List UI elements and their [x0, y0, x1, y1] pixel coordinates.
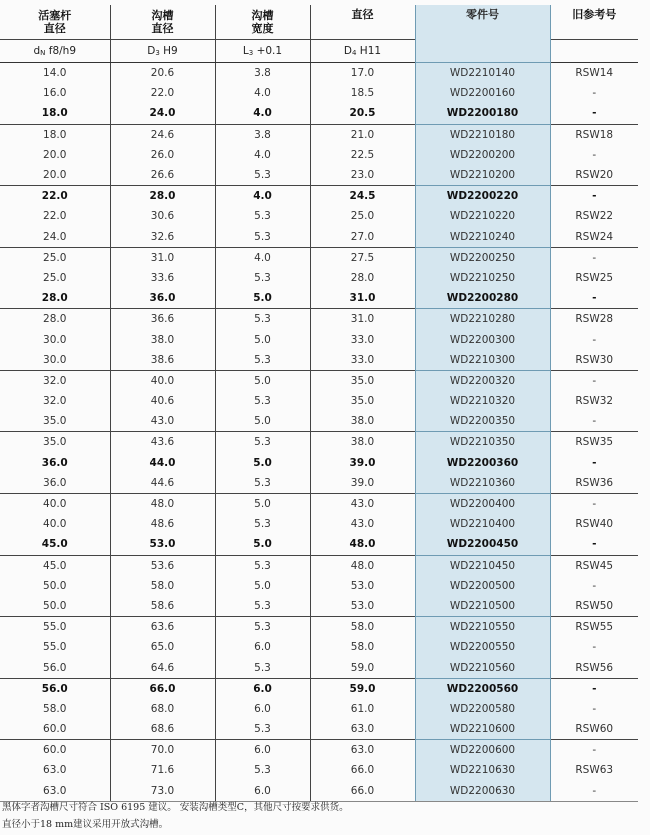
cell-diameter-d4: 18.5 [310, 83, 415, 103]
cell-groove-diameter: 26.6 [110, 165, 215, 186]
cell-rod-diameter: 58.0 [43, 702, 67, 715]
cell-old-reference: - [550, 678, 638, 699]
table-row [0, 329, 638, 349]
table-row [0, 576, 638, 596]
cell-old-reference: RSW22 [550, 206, 638, 226]
cell-rod-diameter: 22.0 [43, 210, 67, 223]
cell-part-number: WD2200350 [415, 411, 550, 432]
cell-groove-diameter: 22.0 [110, 83, 215, 103]
cell-groove-diameter: 73.0 [110, 781, 215, 802]
cell-rod-diameter: 36.0 [41, 456, 68, 469]
cell-old-reference: RSW35 [550, 432, 638, 453]
cell-rod-diameter: 20.0 [43, 169, 67, 182]
table-row [0, 227, 638, 248]
cell-part-number: WD2210350 [415, 432, 550, 453]
cell-part-number: WD2200500 [415, 576, 550, 596]
header-groove-width: 沟槽 宽度 [215, 5, 310, 40]
cell-old-reference: RSW24 [550, 227, 638, 248]
cell-groove-width: 5.3 [215, 268, 310, 288]
cell-groove-diameter: 32.6 [110, 227, 215, 248]
cell-part-number: WD2210250 [415, 268, 550, 288]
table-row [0, 124, 638, 145]
cell-groove-diameter: 31.0 [110, 247, 215, 268]
table-row [0, 555, 638, 576]
cell-groove-width: 5.3 [215, 473, 310, 494]
cell-groove-diameter: 44.0 [110, 453, 215, 473]
cell-part-number: WD2210630 [415, 760, 550, 780]
cell-groove-diameter: 53.0 [110, 534, 215, 555]
cell-old-reference: - [550, 247, 638, 268]
table-row [0, 288, 638, 309]
header-rod-diameter: 活塞杆 直径 [38, 9, 72, 35]
cell-groove-width: 5.0 [215, 576, 310, 596]
cell-groove-diameter: 48.6 [110, 514, 215, 534]
table-row [0, 760, 638, 780]
cell-rod-diameter: 56.0 [0, 678, 110, 699]
cell-groove-diameter: 58.6 [110, 596, 215, 617]
cell-groove-diameter: 43.0 [110, 411, 215, 432]
cell-groove-width: 6.0 [215, 678, 310, 699]
cell-groove-width: 4.0 [215, 83, 310, 103]
cell-groove-width: 6.0 [215, 637, 310, 657]
cell-diameter-d4: 43.0 [310, 514, 415, 534]
symbol-d4: $D_4$ H11 [310, 40, 415, 63]
footnote-iso: 黑体字者沟槽尺寸符合 ISO 6195 建议。 安装沟槽类型C，其他尺寸按要求供货。 [2, 802, 349, 813]
cell-diameter-d4: 59.0 [310, 678, 415, 699]
table-row [0, 370, 638, 391]
cell-groove-diameter: 44.6 [110, 473, 215, 494]
cell-part-number: WD2200200 [415, 145, 550, 165]
cell-groove-width: 5.0 [215, 453, 310, 473]
cell-old-reference: RSW60 [550, 719, 638, 740]
symbol-ref-blank [550, 40, 638, 63]
cell-rod-diameter: 28.0 [0, 309, 110, 330]
table-row [0, 617, 638, 638]
cell-rod-diameter: 40.0 [0, 493, 110, 514]
table-row [0, 391, 638, 411]
cell-old-reference: RSW30 [550, 350, 638, 371]
cell-groove-width: 3.8 [215, 63, 310, 84]
cell-part-number: WD2200180 [415, 103, 550, 124]
cell-rod-diameter: 35.0 [43, 415, 67, 428]
cell-old-reference: - [550, 186, 638, 207]
footnotes [2, 799, 349, 833]
cell-diameter-d4: 31.0 [310, 288, 415, 309]
cell-groove-width: 5.3 [215, 227, 310, 248]
cell-groove-diameter: 58.0 [110, 576, 215, 596]
table-row [0, 206, 638, 226]
cell-rod-diameter: 25.0 [43, 271, 67, 284]
cell-diameter-d4: 22.5 [310, 145, 415, 165]
cell-part-number: WD2210560 [415, 657, 550, 678]
cell-groove-diameter: 30.6 [110, 206, 215, 226]
cell-diameter-d4: 53.0 [310, 596, 415, 617]
cell-old-reference: - [550, 83, 638, 103]
cell-old-reference: - [550, 145, 638, 165]
cell-rod-diameter: 40.0 [43, 518, 67, 531]
footnote-open-groove: 直径小于18 mm建议采用开放式沟槽。 [2, 819, 169, 830]
cell-old-reference: RSW45 [550, 555, 638, 576]
cell-groove-width: 3.8 [215, 124, 310, 145]
cell-diameter-d4: 21.0 [310, 124, 415, 145]
symbol-dn: $d_N$ f8/h9 [0, 40, 110, 63]
cell-groove-diameter: 33.6 [110, 268, 215, 288]
cell-part-number: WD2210360 [415, 473, 550, 494]
cell-groove-width: 5.3 [215, 350, 310, 371]
cell-part-number: WD2200360 [415, 453, 550, 473]
cell-groove-width: 5.3 [215, 719, 310, 740]
cell-old-reference: - [550, 329, 638, 349]
cell-old-reference: - [550, 411, 638, 432]
cell-old-reference: - [550, 288, 638, 309]
cell-groove-width: 5.3 [215, 432, 310, 453]
cell-diameter-d4: 53.0 [310, 576, 415, 596]
header-groove-diameter: 沟槽 直径 [110, 5, 215, 40]
cell-groove-diameter: 53.6 [110, 555, 215, 576]
cell-rod-diameter: 14.0 [0, 63, 110, 84]
cell-diameter-d4: 48.0 [310, 534, 415, 555]
table-row [0, 165, 638, 186]
cell-groove-width: 5.3 [215, 165, 310, 186]
cell-groove-width: 5.3 [215, 596, 310, 617]
cell-rod-diameter: 60.0 [43, 723, 67, 736]
cell-rod-diameter: 45.0 [0, 555, 110, 576]
cell-old-reference: RSW50 [550, 596, 638, 617]
cell-part-number: WD2200280 [415, 288, 550, 309]
table-row [0, 534, 638, 555]
cell-rod-diameter: 35.0 [0, 432, 110, 453]
cell-groove-width: 4.0 [215, 103, 310, 124]
cell-groove-diameter: 24.0 [110, 103, 215, 124]
cell-rod-diameter: 32.0 [0, 370, 110, 391]
cell-rod-diameter: 63.0 [43, 764, 67, 777]
cell-groove-diameter: 40.6 [110, 391, 215, 411]
cell-groove-diameter: 65.0 [110, 637, 215, 657]
cell-groove-width: 4.0 [215, 247, 310, 268]
cell-groove-width: 5.0 [215, 534, 310, 555]
cell-part-number: WD2210450 [415, 555, 550, 576]
table-row [0, 699, 638, 719]
table-row [0, 83, 638, 103]
cell-diameter-d4: 58.0 [310, 617, 415, 638]
cell-diameter-d4: 48.0 [310, 555, 415, 576]
cell-diameter-d4: 20.5 [310, 103, 415, 124]
cell-part-number: WD2210200 [415, 165, 550, 186]
cell-old-reference: RSW14 [550, 63, 638, 84]
cell-rod-diameter: 24.0 [43, 230, 67, 243]
cell-groove-width: 5.0 [215, 288, 310, 309]
cell-part-number: WD2200220 [415, 186, 550, 207]
cell-groove-diameter: 68.0 [110, 699, 215, 719]
cell-rod-diameter: 55.0 [43, 641, 67, 654]
cell-groove-width: 4.0 [215, 145, 310, 165]
cell-old-reference: RSW36 [550, 473, 638, 494]
cell-rod-diameter: 28.0 [41, 292, 68, 305]
cell-groove-width: 5.3 [215, 555, 310, 576]
cell-diameter-d4: 61.0 [310, 699, 415, 719]
cell-rod-diameter: 32.0 [43, 395, 67, 408]
cell-old-reference: - [550, 370, 638, 391]
cell-rod-diameter: 45.0 [41, 538, 68, 551]
cell-rod-diameter: 50.0 [43, 579, 67, 592]
cell-old-reference: - [550, 740, 638, 761]
cell-groove-width: 5.0 [215, 493, 310, 514]
cell-old-reference: - [550, 103, 638, 124]
table-row [0, 678, 638, 699]
header-old-reference: 旧参考号 [550, 5, 638, 40]
cell-diameter-d4: 38.0 [310, 432, 415, 453]
cell-groove-diameter: 24.6 [110, 124, 215, 145]
cell-old-reference: RSW56 [550, 657, 638, 678]
cell-groove-diameter: 43.6 [110, 432, 215, 453]
cell-diameter-d4: 27.5 [310, 247, 415, 268]
cell-groove-diameter: 28.0 [110, 186, 215, 207]
cell-rod-diameter: 50.0 [43, 599, 67, 612]
cell-old-reference: RSW63 [550, 760, 638, 780]
cell-part-number: WD2200450 [415, 534, 550, 555]
table-row [0, 350, 638, 371]
cell-part-number: WD2210300 [415, 350, 550, 371]
table-row [0, 637, 638, 657]
cell-part-number: WD2200160 [415, 83, 550, 103]
cell-groove-diameter: 64.6 [110, 657, 215, 678]
cell-part-number: WD2200250 [415, 247, 550, 268]
cell-diameter-d4: 35.0 [310, 391, 415, 411]
cell-groove-diameter: 36.0 [110, 288, 215, 309]
cell-diameter-d4: 66.0 [310, 760, 415, 780]
cell-part-number: WD2200400 [415, 493, 550, 514]
cell-groove-width: 6.0 [215, 740, 310, 761]
table-row [0, 453, 638, 473]
cell-diameter-d4: 39.0 [310, 473, 415, 494]
cell-diameter-d4: 43.0 [310, 493, 415, 514]
cell-part-number: WD2200600 [415, 740, 550, 761]
cell-old-reference: - [550, 699, 638, 719]
cell-part-number: WD2210550 [415, 617, 550, 638]
table-row [0, 411, 638, 432]
cell-groove-diameter: 38.6 [110, 350, 215, 371]
cell-part-number: WD2200580 [415, 699, 550, 719]
cell-old-reference: - [550, 453, 638, 473]
cell-diameter-d4: 39.0 [310, 453, 415, 473]
cell-part-number: WD2210500 [415, 596, 550, 617]
cell-old-reference: - [550, 637, 638, 657]
cell-diameter-d4: 66.0 [310, 781, 415, 802]
cell-diameter-d4: 24.5 [310, 186, 415, 207]
table-row [0, 596, 638, 617]
cell-rod-diameter: 16.0 [43, 87, 67, 100]
table-row [0, 103, 638, 124]
cell-part-number: WD2200300 [415, 329, 550, 349]
cell-rod-diameter: 18.0 [41, 107, 68, 120]
table-row [0, 247, 638, 268]
cell-groove-width: 5.3 [215, 391, 310, 411]
cell-diameter-d4: 33.0 [310, 350, 415, 371]
cell-diameter-d4: 63.0 [310, 740, 415, 761]
cell-groove-diameter: 63.6 [110, 617, 215, 638]
table-body [0, 63, 638, 802]
cell-diameter-d4: 23.0 [310, 165, 415, 186]
cell-old-reference: RSW20 [550, 165, 638, 186]
table-row [0, 514, 638, 534]
cell-part-number: WD2210400 [415, 514, 550, 534]
cell-groove-width: 5.3 [215, 206, 310, 226]
cell-part-number: WD2200320 [415, 370, 550, 391]
cell-rod-diameter: 20.0 [43, 148, 67, 161]
table-row [0, 63, 638, 84]
cell-part-number: WD2200550 [415, 637, 550, 657]
cell-groove-diameter: 40.0 [110, 370, 215, 391]
cell-groove-width: 5.0 [215, 329, 310, 349]
cell-groove-diameter: 26.0 [110, 145, 215, 165]
cell-rod-diameter: 36.0 [43, 476, 67, 489]
cell-part-number: WD2200630 [415, 781, 550, 802]
table-row [0, 186, 638, 207]
cell-old-reference: RSW28 [550, 309, 638, 330]
cell-old-reference: - [550, 781, 638, 802]
cell-rod-diameter: 30.0 [43, 333, 67, 346]
cell-groove-diameter: 66.0 [110, 678, 215, 699]
cell-groove-width: 5.3 [215, 514, 310, 534]
table-row [0, 740, 638, 761]
cell-groove-width: 6.0 [215, 699, 310, 719]
cell-groove-width: 4.0 [215, 186, 310, 207]
cell-old-reference: - [550, 576, 638, 596]
cell-old-reference: - [550, 534, 638, 555]
cell-diameter-d4: 58.0 [310, 637, 415, 657]
cell-diameter-d4: 27.0 [310, 227, 415, 248]
cell-rod-diameter: 18.0 [0, 124, 110, 145]
cell-old-reference: RSW55 [550, 617, 638, 638]
table-row [0, 309, 638, 330]
table-row [0, 473, 638, 494]
cell-rod-diameter: 30.0 [43, 353, 67, 366]
cell-groove-diameter: 70.0 [110, 740, 215, 761]
cell-part-number: WD2210140 [415, 63, 550, 84]
cell-old-reference: - [550, 493, 638, 514]
header-title-row [0, 5, 638, 40]
table-row [0, 432, 638, 453]
cell-groove-diameter: 68.6 [110, 719, 215, 740]
cell-old-reference: RSW32 [550, 391, 638, 411]
cell-diameter-d4: 31.0 [310, 309, 415, 330]
cell-rod-diameter: 56.0 [43, 661, 67, 674]
table-row [0, 268, 638, 288]
header-part-number: 零件号 [415, 5, 550, 63]
cell-rod-diameter: 60.0 [0, 740, 110, 761]
cell-groove-diameter: 71.6 [110, 760, 215, 780]
cell-groove-width: 5.3 [215, 760, 310, 780]
cell-diameter-d4: 28.0 [310, 268, 415, 288]
cell-groove-width: 5.3 [215, 657, 310, 678]
header-diameter-d4: 直径 [310, 5, 415, 40]
cell-diameter-d4: 33.0 [310, 329, 415, 349]
cell-part-number: WD2210240 [415, 227, 550, 248]
cell-part-number: WD2210180 [415, 124, 550, 145]
cell-rod-diameter: 55.0 [0, 617, 110, 638]
cell-diameter-d4: 59.0 [310, 657, 415, 678]
cell-groove-diameter: 20.6 [110, 63, 215, 84]
cell-part-number: WD2210600 [415, 719, 550, 740]
cell-diameter-d4: 35.0 [310, 370, 415, 391]
table-row [0, 657, 638, 678]
cell-old-reference: RSW25 [550, 268, 638, 288]
symbol-l3: $L_3 +0.1$ [215, 40, 310, 63]
cell-part-number: WD2210280 [415, 309, 550, 330]
cell-diameter-d4: 38.0 [310, 411, 415, 432]
groove-dimension-table [0, 5, 638, 802]
cell-rod-diameter: 25.0 [0, 247, 110, 268]
cell-part-number: WD2210320 [415, 391, 550, 411]
cell-diameter-d4: 17.0 [310, 63, 415, 84]
table-row [0, 493, 638, 514]
cell-groove-diameter: 38.0 [110, 329, 215, 349]
table-row [0, 145, 638, 165]
cell-rod-diameter: 63.0 [0, 781, 110, 802]
cell-groove-width: 5.3 [215, 617, 310, 638]
cell-groove-width: 5.3 [215, 309, 310, 330]
cell-groove-width: 5.0 [215, 370, 310, 391]
cell-rod-diameter: 22.0 [0, 186, 110, 207]
cell-groove-width: 5.0 [215, 411, 310, 432]
symbol-d3: $D_3$ H9 [110, 40, 215, 63]
cell-old-reference: RSW18 [550, 124, 638, 145]
cell-groove-width: 6.0 [215, 781, 310, 802]
cell-old-reference: RSW40 [550, 514, 638, 534]
cell-groove-diameter: 48.0 [110, 493, 215, 514]
cell-diameter-d4: 25.0 [310, 206, 415, 226]
cell-part-number: WD2210220 [415, 206, 550, 226]
cell-part-number: WD2200560 [415, 678, 550, 699]
cell-groove-diameter: 36.6 [110, 309, 215, 330]
table-row [0, 719, 638, 740]
cell-diameter-d4: 63.0 [310, 719, 415, 740]
